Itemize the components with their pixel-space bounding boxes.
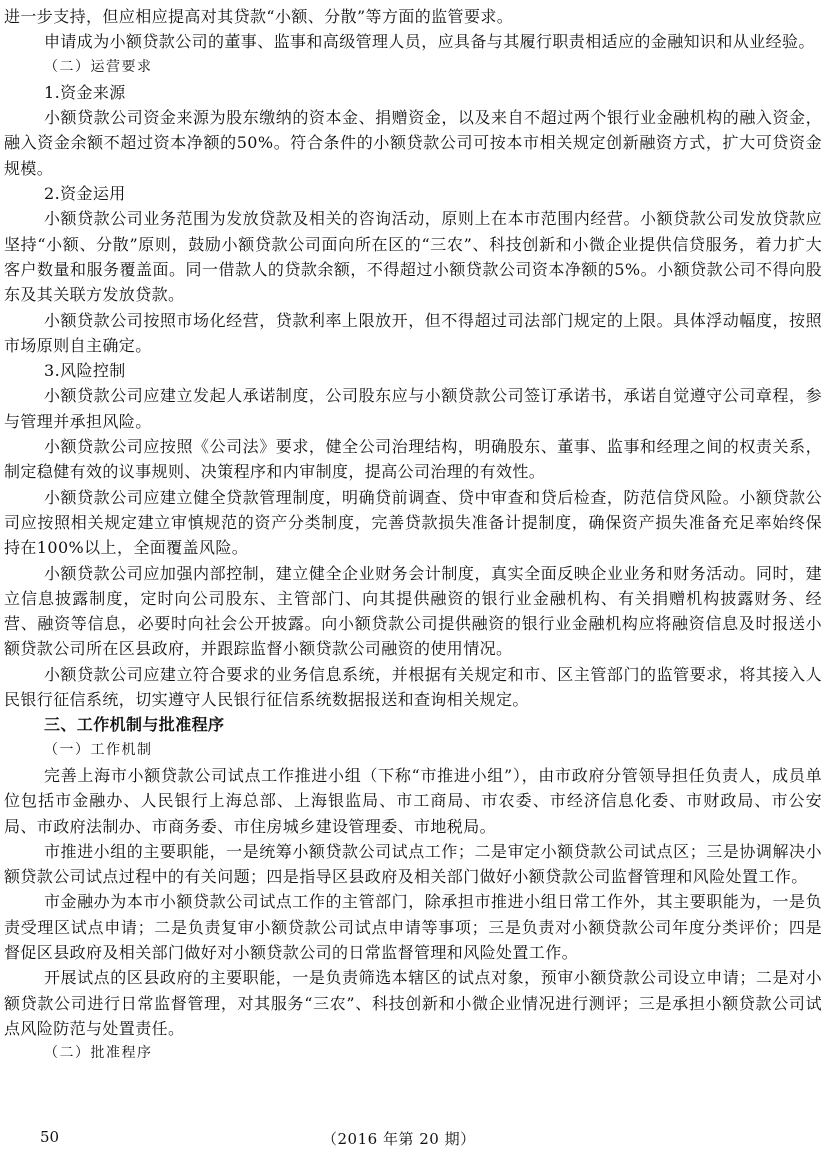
item-heading: 2.资金运用 [44, 184, 126, 204]
subsection-heading: （二）运营要求 [44, 58, 153, 75]
paragraph: 小额贷款公司应按照《公司法》要求，健全公司治理结构，明确股东、董事、监事和经理之间的权责关系，制定稳健有效的议事规则、决策程序和内审制度，提高公司治理的有效性。 [4, 437, 822, 482]
page-number: 50 [40, 1128, 60, 1146]
paragraph: 完善上海市小额贷款公司试点工作推进小组（下称“市推进小组”），由市政府分管领导担任负责人，成员单位包括市金融办、人民银行上海总部、上海银监局、市工商局、市农委、市经济信息化委、市财政局、市公安局、市政府法制办、市商务委、市住房城乡建设管理委、市地税局。 [4, 765, 822, 836]
paragraph: 小额贷款公司业务范围为发放贷款及相关的咨询活动，原则上在本市范围内经营。小额贷款公司发放贷款应坚持“小额、分散”原则，鼓励小额贷款公司面向所在区的“三农”、科技创新和小微企业提供信贷服务，着力扩大客户数量和服务覆盖面。同一借款人的贷款余额，不得超过小额贷款公司资本净额的5%。小额贷款公司不得向股东及其关联方发放贷款。 [4, 209, 822, 305]
paragraph: 小额贷款公司资金来源为股东缴纳的资本金、捐赠资金，以及来自不超过两个银行业金融机构的融入资金，融入资金余额不超过资本净额的50%。符合条件的小额贷款公司可按本市相关规定创新融资方式，扩大可贷资金规模。 [4, 108, 822, 178]
paragraph: 小额贷款公司按照市场化经营，贷款利率上限放开，但不得超过司法部门规定的上限。具体浮动幅度，按照市场原则自主确定。 [4, 310, 822, 355]
item-heading: 3.风险控制 [44, 361, 126, 381]
paragraph: 市推进小组的主要职能，一是统筹小额贷款公司试点工作；二是审定小额贷款公司试点区；三是协调解决小额贷款公司试点过程中的有关问题；四是指导区县政府及相关部门做好小额贷款公司监督管理和风险处置工作。 [4, 841, 822, 887]
paragraph: 小额贷款公司应建立符合要求的业务信息系统，并根据有关规定和市、区主管部门的监管要求，将其接入人民银行征信系统，切实遵守人民银行征信系统数据报送和查询相关规定。 [4, 664, 822, 710]
subsection-heading: （二）批准程序 [44, 1045, 153, 1062]
subsection-heading: （一）工作机制 [44, 741, 153, 758]
paragraph: 小额贷款公司应加强内部控制，建立健全企业财务会计制度，真实全面反映企业业务和财务活动。同时，建立信息披露制度，定时向公司股东、主管部门、向其提供融资的银行业金融机构、有关捐赠机构披露财务、经营、融资等信息，必要时向社会公开披露。向小额贷款公司提供融资的银行业金融机构应将融资信息及时报送小额贷款公司所在区县政府，并跟踪监督小额贷款公司融资的使用情况。 [4, 563, 822, 659]
paragraph: 进一步支持，但应相应提高对其贷款“小额、分散”等方面的监管要求。 [4, 7, 514, 26]
paragraph: 小额贷款公司应建立健全贷款管理制度，明确贷前调查、贷中审查和贷后检查，防范信贷风险。小额贷款公司应按照相关规定建立审慎规范的资产分类制度，完善贷款损失准备计提制度，确保资产损失准备充足率始终保持在100%以上，全面覆盖风险。 [4, 487, 822, 558]
document-body [4, 4, 822, 1066]
item-heading: 1.资金来源 [44, 82, 126, 102]
paragraph: 申请成为小额贷款公司的董事、监事和高级管理人员，应具备与其履行职责相适应的金融知识和从业经验。 [44, 32, 815, 52]
paragraph: 开展试点的区县政府的主要职能，一是负责筛选本辖区的试点对象，预审小额贷款公司设立申请；二是对小额贷款公司进行日常监督管理，对其服务“三农”、科技创新和小微企业情况进行测评；三是承担小额贷款公司试点风险防范与处置责任。 [4, 968, 822, 1038]
section-heading: 三、工作机制与批准程序 [44, 715, 225, 735]
issue-label: （2016 年第 20 期） [322, 1130, 476, 1148]
paragraph: 小额贷款公司应建立发起人承诺制度，公司股东应与小额贷款公司签订承诺书，承诺自觉遵守公司章程，参与管理并承担风险。 [4, 386, 822, 431]
page-footer [0, 1128, 827, 1152]
paragraph: 市金融办为本市小额贷款公司试点工作的主管部门，除承担市推进小组日常工作外，其主要职能为，一是负责受理区试点申请；二是负责复审小额贷款公司试点申请等事项；三是负责对小额贷款公司年度分类评价；四是督促区县政府及相关部门做好对小额贷款公司的日常监督管理和风险处置工作。 [4, 892, 822, 962]
